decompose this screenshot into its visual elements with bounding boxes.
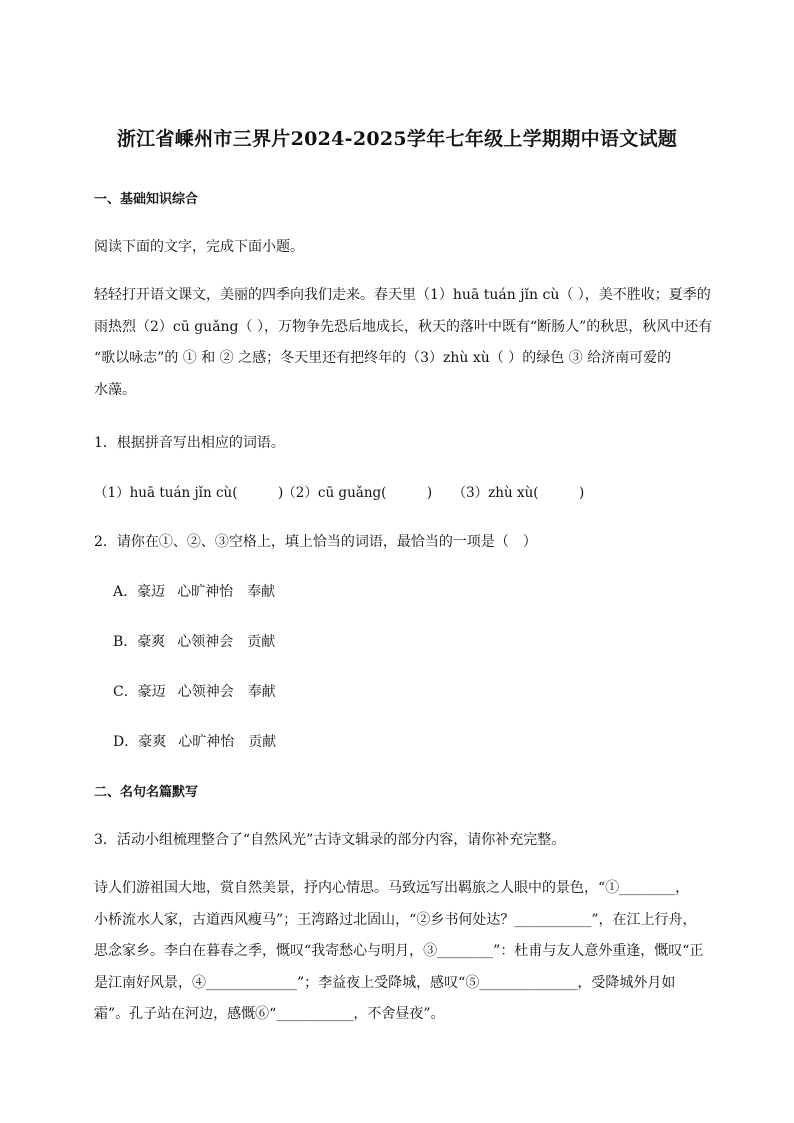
section-heading-2: 二、名句名篇默写 — [94, 785, 199, 800]
option-word: 奉献 — [247, 684, 276, 700]
passage-line: 小桥流水人家，古道西风瘦马”；王湾路过北固山，“②乡书何处达？___________”，在江上行舟， — [94, 911, 697, 928]
option-word: 贡献 — [247, 634, 276, 650]
option-c[interactable] — [113, 681, 276, 701]
option-word: 心领神会 — [177, 634, 234, 650]
question-1-items — [94, 481, 584, 501]
passage-line: 诗人们游祖国大地，赏自然美景，抒内心情思。马致远写出羁旅之人眼中的景色，“①________， — [94, 880, 690, 896]
passage-line: 是江南好风景，④_____________”；李益夜上受降城，感叹“⑤______________，受降城外月如 — [94, 974, 676, 991]
question-3-stem: 3．活动小组梳理整合了“自然风光”古诗文辑录的部分内容，请你补充完整。 — [94, 832, 566, 848]
option-word: 豪爽 — [137, 634, 166, 650]
option-b[interactable] — [113, 631, 275, 651]
passage-line: 雨热烈（2）cū guǎng（ ），万物争先恐后地成长，秋天的落叶中既有“断肠人”的秋思，秋风中还有 — [94, 318, 713, 335]
section-heading-1: 一、基础知识综合 — [94, 192, 199, 207]
option-letter: D． — [113, 734, 139, 750]
passage-line: 思念家乡。李白在暮春之季，慨叹“我寄愁心与明月，③________”：杜甫与友人意外重逢，慨叹“正 — [94, 943, 704, 959]
option-word: 心旷神怡 — [178, 734, 235, 750]
passage-1 — [94, 280, 713, 406]
page-title: 浙江省嵊州市三界片2024-2025学年七年级上学期期中语文试题 — [116, 128, 678, 150]
reading-instruction: 阅读下面的文字，完成下面小题。 — [94, 239, 304, 255]
option-word: 贡献 — [248, 734, 277, 750]
option-word: 豪爽 — [138, 734, 167, 750]
option-word: 心旷神怡 — [177, 584, 234, 600]
option-letter: B． — [113, 634, 138, 650]
passage-line: 水藻。 — [94, 381, 136, 398]
q1-item: （3）zhù xù( ) — [452, 485, 585, 501]
option-a[interactable] — [113, 581, 275, 601]
option-letter: C． — [113, 684, 138, 700]
question-1-stem: 1．根据拼音写出相应的词语。 — [94, 435, 285, 451]
passage-line: 霜”。孔子站在河边，感慨⑥“___________，不舍昼夜”。 — [94, 1006, 445, 1022]
passage-2 — [94, 873, 704, 1031]
passage-line: 轻轻打开语文课文，美丽的四季向我们走来。春天里（1）huā tuán jǐn cù（ ），美不胜收；夏季的 — [94, 287, 711, 303]
option-word: 豪迈 — [137, 584, 166, 600]
option-letter: A． — [113, 584, 138, 600]
passage-line: “歌以咏志”的 ① 和 ② 之感；冬天里还有把终年的（3）zhù xù（ ）的绿色 ③ 给济南可爱的 — [94, 350, 672, 366]
question-2-stem: 2．请你在①、②、③空格上，填上恰当的词语，最恰当的一项是（ ） — [94, 534, 537, 550]
option-d[interactable] — [113, 731, 276, 751]
q1-item: （1）huā tuán jǐn cù( ) — [94, 485, 284, 501]
option-word: 豪迈 — [137, 684, 166, 700]
option-word: 心领神会 — [177, 684, 234, 700]
option-word: 奉献 — [247, 584, 276, 600]
q1-item: （2）cū guǎng( ) — [282, 485, 433, 501]
